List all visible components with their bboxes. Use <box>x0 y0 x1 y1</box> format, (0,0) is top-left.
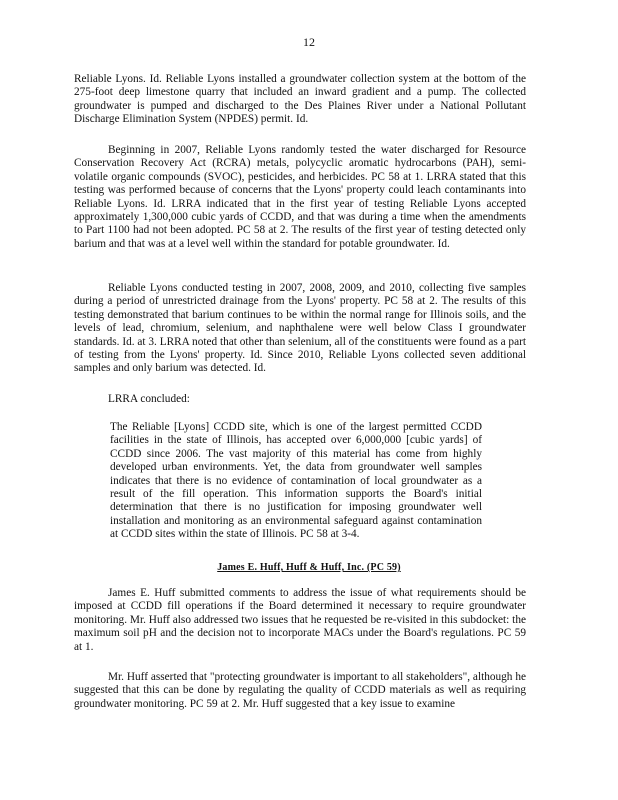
paragraph-huff-comments: James E. Huff submitted comments to address the issue of what requirements should be imposed at CCDD fill operations if the Board determined it necessary to require groundwater monitoring. Mr. Huff also addressed two issues that he requested be re-visited in this subdocket: the maximum soil pH and the decision not to incorporate MACs under the Board's regulations. PC 59 at 1. <box>74 587 526 653</box>
page-number: 12 <box>303 35 315 49</box>
block-quote: The Reliable [Lyons] CCDD site, which is one of the largest permitted CCDD facilities in the state of Illinois, has accepted over 6,000,000 [cubic yards] of CCDD since 2006. The vast majority of this material has come from highly developed urban environments. Yet, the data from groundwater well samples indicates that there is no evidence of contamination of local groundwater as a result of the fill operation. This information supports the Board's initial determination that there is no justification for imposing groundwater well installation and monitoring as an environmental safeguard against contamination at CCDD sites within the state of Illinois. PC 58 at 3-4. <box>110 421 482 541</box>
lrra-concluded-label: LRRA concluded: <box>108 393 190 405</box>
paragraph-huff-assertion: Mr. Huff asserted that "protecting groundwater is important to all stakeholders", although he suggested that this can be done by regulating the quality of CCDD materials as well as requiring groundwater monitoring. PC 59 at 2. Mr. Huff suggested that a key issue to examine <box>74 671 526 710</box>
paragraph-testing-2007: Beginning in 2007, Reliable Lyons randomly tested the water discharged for Resource Conservation Recovery Act (RCRA) metals, polycyclic aromatic hydrocarbons (PAH), semi-volatile organic compounds (SVOC), pesticides, and herbicides. PC 58 at 1. LRRA stated that this testing was performed because of concerns that the Lyons' property could leach contaminants into Reliable Lyons. Id. LRRA indicated that in the first year of testing Reliable Lyons accepted approximately 1,300,000 cubic yards of CCDD, and that was during a time when the amendments to Part 1100 had not been adopted. PC 58 at 2. The results of the first year of testing detected only barium and that was at a level well within the standard for potable groundwater. Id. <box>74 144 526 250</box>
paragraph-testing-results: Reliable Lyons conducted testing in 2007, 2008, 2009, and 2010, collecting five samples during a period of unrestricted drainage from the Lyons' property. PC 58 at 2. The results of this testing demonstrated that barium continues to be within the normal range for Illinois soils, and the levels of lead, chromium, selenium, and naphthalene were well below Class I groundwater standards. Id. at 3. LRRA noted that other than selenium, all of the constituents were found as a part of testing from the Lyons' property. Id. Since 2010, Reliable Lyons collected seven additional samples and only barium was detected. Id. <box>74 282 526 375</box>
paragraph-npdes: Reliable Lyons. Id. Reliable Lyons installed a groundwater collection system at the bottom of the 275-foot deep limestone quarry that included an inward gradient and a pump. The collected groundwater is pumped and discharged to the Des Plaines River under a National Pollutant Discharge Elimination System (NPDES) permit. Id. <box>74 73 526 126</box>
section-heading: James E. Huff, Huff & Huff, Inc. (PC 59) <box>217 562 401 573</box>
